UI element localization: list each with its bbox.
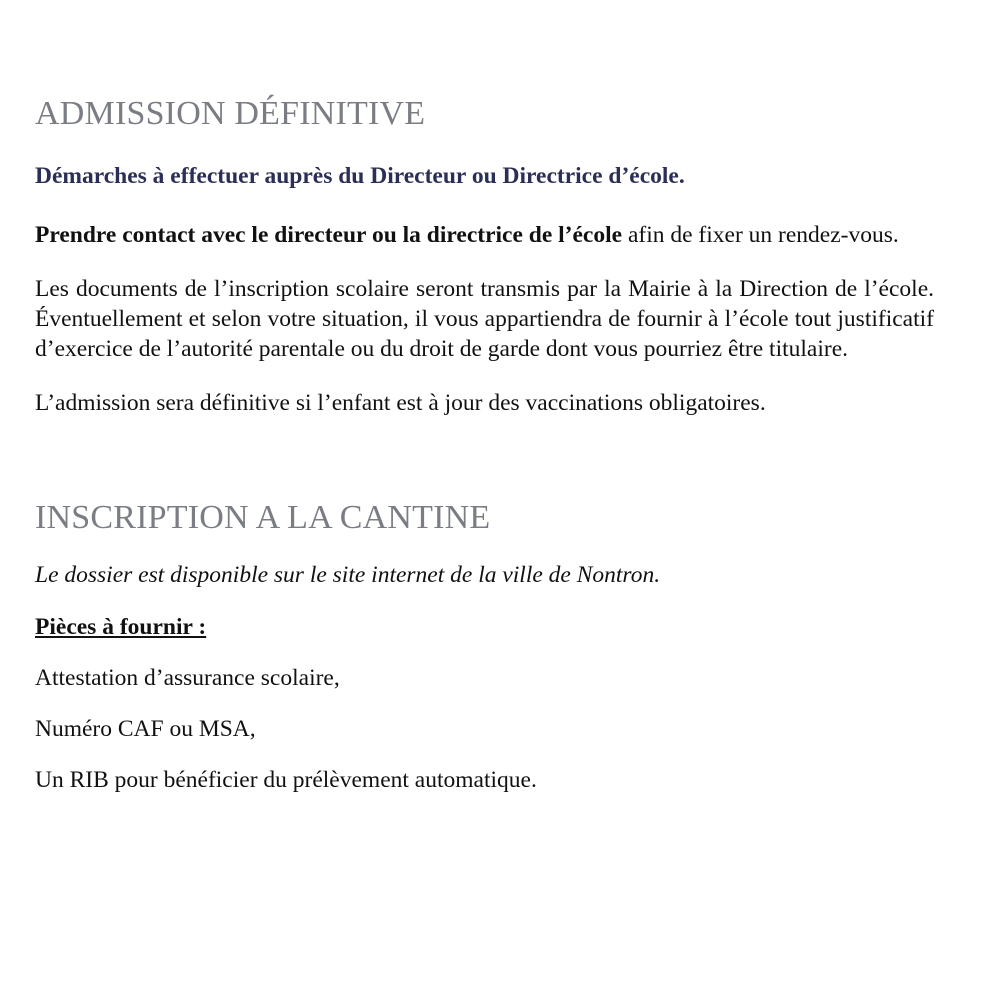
list-item: Un RIB pour bénéficier du prélèvement automatique. [35, 767, 537, 793]
pieces-title: Pièces à fournir : [35, 614, 207, 640]
admission-title: ADMISSION DÉFINITIVE [35, 95, 426, 132]
admission-section [35, 92, 934, 418]
contact-rest-text: afin de fixer un rendez-vous. [622, 222, 899, 248]
cantine-section [35, 496, 934, 795]
contact-bold-text: Prendre contact avec le directeur ou la directrice de l’école [35, 222, 623, 248]
dossier-paragraph: Le dossier est disponible sur le site internet de la ville de Nontron. [35, 562, 661, 588]
contact-paragraph [35, 220, 934, 250]
pieces-list [35, 663, 934, 795]
admission-subtitle: Démarches à effectuer auprès du Directeur ou Directrice d’école. [35, 163, 685, 189]
documents-paragraph: Les documents de l’inscription scolaire seront transmis par la Mairie à la Direction de l’école. Éventuellement et selon votre situation, il vous appartiendra de fournir à l’école tout justificatif d’exercice de l’autorité parentale ou du droit de garde dont vous pourriez être titulaire. [35, 276, 934, 362]
list-item: Attestation d’assurance scolaire, [35, 665, 340, 691]
vaccination-paragraph: L’admission sera définitive si l’enfant est à jour des vaccinations obligatoires. [35, 390, 766, 416]
list-item: Numéro CAF ou MSA, [35, 716, 256, 742]
cantine-title: INSCRIPTION A LA CANTINE [35, 499, 491, 536]
